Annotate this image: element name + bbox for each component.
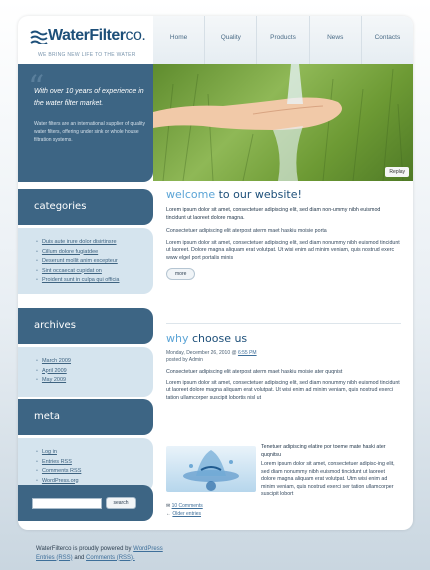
why-side-heading: Tenetuer adipiscing elatire por toeme mate haski ater quqnitsu — [261, 444, 386, 458]
water-splash-image — [166, 446, 256, 492]
category-link[interactable]: • Deserunt mollit anim excepteur — [36, 257, 153, 267]
welcome-lead: Lorem ipsum dolor sit amet, consectetuer adipiscing elit, sed diam non-ummy nibh euismod tincidunt ut laoreet dolore magna. — [166, 207, 381, 221]
more-button[interactable]: more — [166, 268, 195, 280]
why-section — [166, 332, 401, 402]
search-input[interactable] — [32, 498, 102, 509]
archive-link[interactable]: • April 2009 — [36, 367, 153, 377]
water-waves-icon — [30, 30, 48, 44]
left-sidebar — [18, 64, 153, 530]
intro-panel — [18, 64, 153, 182]
post-meta — [166, 350, 401, 364]
logo[interactable] — [30, 24, 155, 60]
hero-image — [153, 64, 413, 181]
arrow-left-icon: ← — [166, 510, 171, 517]
meta-heading: meta — [18, 399, 153, 435]
why-heading-accent: why — [166, 332, 189, 345]
welcome-subheading: Consectetuer adipiscing elit aterpost aterm maet haskiu moisie porta — [166, 228, 327, 234]
quote-icon: “ — [28, 68, 45, 106]
welcome-heading — [166, 188, 401, 201]
categories-panel — [18, 228, 153, 294]
archive-link[interactable]: • May 2009 — [36, 376, 153, 386]
welcome-section — [166, 188, 401, 280]
hand-water-illustration — [153, 64, 413, 181]
older-entries-link[interactable]: Older entries — [172, 510, 202, 517]
nav-contacts[interactable]: Contacts — [361, 16, 413, 64]
footer-powered: WaterFilterco is proudly powered by — [36, 546, 132, 552]
why-heading — [166, 332, 401, 345]
nav-quality[interactable]: Quality — [204, 16, 256, 64]
comment-icon: ✉ — [166, 503, 171, 509]
logo-text — [48, 27, 145, 45]
footer — [36, 545, 336, 562]
why-side-body: Lorem ipsum dolor sit amet, consectetuer adipisc-ing elit, sed diam nonummy nibh euismod tincidunt ut laoreet dolore magna aliquam erat volutpat. Utm wisi enim ad minim veniam, quis nostrud exerci ser tation ullamcorper suscipit lobort — [261, 461, 395, 497]
category-link[interactable]: • Sint occaecat cupidat on — [36, 267, 153, 277]
meta-link[interactable]: • WordPress.org — [36, 477, 153, 487]
page-frame — [18, 16, 413, 530]
why-subheading: Consectetuer adipiscing elit aterpost aterm maet haskiu moisie ater quqnist — [166, 369, 343, 375]
post-footer — [166, 503, 203, 518]
search-button[interactable]: search — [106, 497, 136, 509]
footer-and: and — [74, 554, 85, 561]
nav-home[interactable]: Home — [169, 34, 188, 41]
welcome-body: Lorem ipsum dolor sit amet, consectetuer adipiscing elit, sed diam nonummy nibh euismod tincidunt ut laoreet. Dolore magna aliquam erat volutpat. Ut wisi enim ad minim veniam, quis nostrud exerc www elgel port portalis minis — [166, 239, 400, 261]
categories-heading: categories — [18, 189, 153, 225]
archives-panel — [18, 347, 153, 397]
post-date: Monday, December 26, 2010 @ — [166, 350, 237, 356]
archive-link[interactable]: • March 2009 — [36, 357, 153, 367]
comments-link[interactable]: 10 Comments — [171, 503, 203, 509]
replay-button[interactable]: Replay — [385, 167, 409, 177]
nav-products[interactable]: Products — [256, 16, 308, 64]
intro-text: Water filters are an international supplier of quality water filters, offering under sink or whole house filtration systems. — [34, 121, 145, 143]
divider — [166, 323, 401, 324]
intro-title: With over 10 years of experience in the water filter market. — [34, 88, 144, 107]
logo-name: WaterFilter — [48, 27, 126, 44]
category-link[interactable]: • Duis aute irure dolor disirtinsre — [36, 238, 153, 248]
search-panel — [18, 485, 153, 521]
why-side-text — [261, 444, 401, 499]
meta-link[interactable]: • Comments RSS — [36, 467, 153, 477]
entries-rss-link[interactable]: Entries (RSS) — [36, 554, 73, 561]
main-nav — [153, 16, 413, 64]
logo-suffix: co. — [125, 27, 146, 44]
wordpress-link[interactable]: WordPress — [133, 546, 163, 552]
meta-link[interactable]: • Log in — [36, 448, 153, 458]
why-body: Lorem ipsum dolor sit amet, consectetuer adipiscing elit, sed diam nonummy nibh euismod tincidunt ut laoreet dolore magna aliquam erat volutpat. Ut wisi enim ad minim veniam, quis nostrud exerci tation ullamcorper suscipit lobortis nisl ut — [166, 379, 400, 401]
why-heading-rest: choose us — [191, 332, 248, 345]
archives-heading: archives — [18, 308, 153, 344]
comments-rss-link[interactable]: Comments (RSS). — [86, 554, 135, 561]
welcome-heading-accent: welcome — [166, 188, 216, 201]
logo-tagline: WE BRING NEW LIFE TO THE WATER — [38, 52, 136, 58]
welcome-heading-rest: to our website! — [218, 188, 302, 201]
meta-link[interactable]: • Entries RSS — [36, 458, 153, 468]
nav-news[interactable]: News — [309, 16, 361, 64]
category-link[interactable]: • Cillum dolore fugiatdee — [36, 248, 153, 258]
header — [18, 16, 413, 64]
category-link[interactable]: • Proident sunt in culpa qui officia — [36, 276, 153, 286]
post-time-link[interactable]: 6:55 PM — [237, 350, 257, 356]
post-author: posted by Admin — [166, 357, 203, 363]
meta-panel — [18, 438, 153, 492]
